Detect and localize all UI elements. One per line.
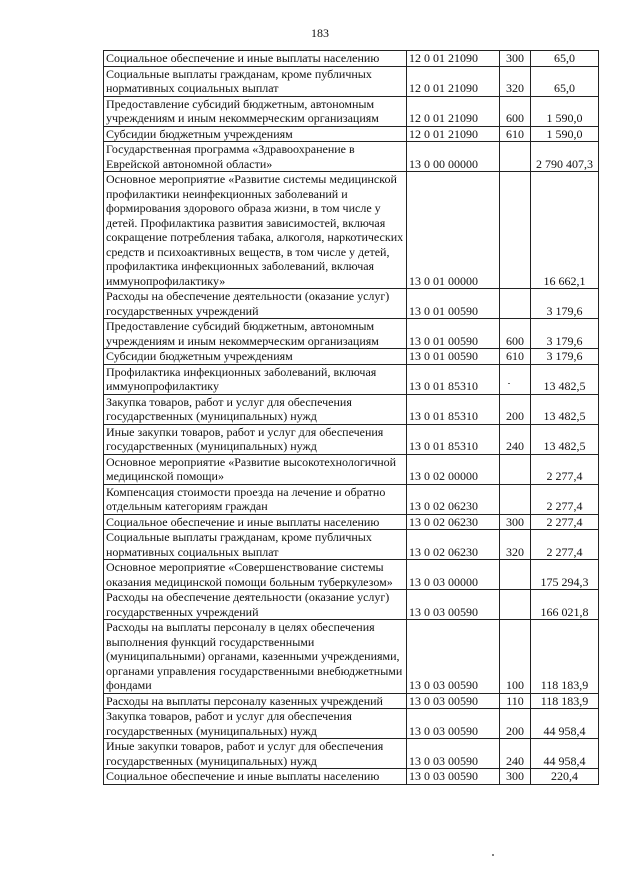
cell-vr: 240	[500, 424, 531, 454]
cell-name: Закупка товаров, работ и услуг для обеспечения государственных (муниципальных) нужд	[104, 394, 407, 424]
cell-amount: 118 183,9	[531, 620, 599, 694]
cell-code: 13 0 01 00000	[407, 172, 500, 289]
cell-vr: 100	[500, 620, 531, 694]
cell-code: 13 0 01 00590	[407, 289, 500, 319]
cell-code: 13 0 01 85310	[407, 364, 500, 394]
cell-amount: 13 482,5	[531, 364, 599, 394]
cell-vr	[500, 560, 531, 590]
cell-name: Субсидии бюджетным учреждениям	[104, 126, 407, 142]
cell-amount: 2 277,4	[531, 484, 599, 514]
cell-code: 13 0 02 06230	[407, 484, 500, 514]
cell-vr: 600	[500, 96, 531, 126]
table-row	[104, 620, 599, 694]
cell-code: 13 0 03 00590	[407, 769, 500, 785]
cell-amount: 16 662,1	[531, 172, 599, 289]
cell-vr	[500, 142, 531, 172]
table-row	[104, 364, 599, 394]
table-row	[104, 514, 599, 530]
cell-code: 13 0 03 00590	[407, 590, 500, 620]
table-row	[104, 51, 599, 67]
table-row	[104, 142, 599, 172]
table-row	[104, 66, 599, 96]
cell-name: Иные закупки товаров, работ и услуг для обеспечения государственных (муниципальных) нужд	[104, 739, 407, 769]
cell-vr: 200	[500, 709, 531, 739]
cell-vr: 600	[500, 319, 531, 349]
cell-amount: 118 183,9	[531, 693, 599, 709]
cell-amount: 3 179,6	[531, 319, 599, 349]
table-row	[104, 424, 599, 454]
cell-code: 13 0 01 00590	[407, 349, 500, 365]
cell-amount: 2 277,4	[531, 454, 599, 484]
table-row	[104, 96, 599, 126]
cell-amount: 3 179,6	[531, 349, 599, 365]
cell-amount: 65,0	[531, 66, 599, 96]
table-row	[104, 590, 599, 620]
table-row	[104, 560, 599, 590]
table-row	[104, 349, 599, 365]
cell-name: Государственная программа «Здравоохранение в Еврейской автономной области»	[104, 142, 407, 172]
cell-code: 12 0 01 21090	[407, 96, 500, 126]
cell-code: 13 0 01 00590	[407, 319, 500, 349]
budget-table	[103, 50, 599, 785]
cell-vr	[500, 172, 531, 289]
cell-name: Социальное обеспечение и иные выплаты населению	[104, 51, 407, 67]
cell-name: Основное мероприятие «Совершенствование системы оказания медицинской помощи больным туберкулезом»	[104, 560, 407, 590]
cell-amount: 166 021,8	[531, 590, 599, 620]
cell-vr	[500, 364, 531, 394]
cell-amount: 175 294,3	[531, 560, 599, 590]
table-row	[104, 126, 599, 142]
cell-name: Социальное обеспечение и иные выплаты населению	[104, 769, 407, 785]
scan-dot	[492, 854, 494, 856]
cell-amount: 220,4	[531, 769, 599, 785]
cell-name: Расходы на выплаты персоналу в целях обеспечения выполнения функций государственными (муниципальными) органами, казенными учреждениями, органами управления государственными внебюджетными фондами	[104, 620, 407, 694]
cell-name: Социальные выплаты гражданам, кроме публичных нормативных социальных выплат	[104, 66, 407, 96]
cell-vr: 320	[500, 66, 531, 96]
cell-name: Профилактика инфекционных заболеваний, включая иммунопрофилактику	[104, 364, 407, 394]
cell-vr: 320	[500, 530, 531, 560]
cell-amount: 13 482,5	[531, 424, 599, 454]
cell-name: Социальные выплаты гражданам, кроме публичных нормативных социальных выплат	[104, 530, 407, 560]
cell-vr: 200	[500, 394, 531, 424]
cell-vr: 610	[500, 349, 531, 365]
cell-code: 13 0 03 00590	[407, 620, 500, 694]
cell-amount: 44 958,4	[531, 709, 599, 739]
table-row	[104, 709, 599, 739]
cell-name: Предоставление субсидий бюджетным, автономным учреждениям и иным некоммерческим организациям	[104, 96, 407, 126]
cell-code: 12 0 01 21090	[407, 66, 500, 96]
table-row	[104, 319, 599, 349]
scan-mark	[508, 383, 510, 384]
cell-code: 13 0 03 00000	[407, 560, 500, 590]
page-number: 183	[311, 26, 329, 40]
budget-table-body	[104, 51, 599, 785]
cell-vr: 300	[500, 51, 531, 67]
cell-name: Субсидии бюджетным учреждениям	[104, 349, 407, 365]
cell-name: Предоставление субсидий бюджетным, автономным учреждениям и иным некоммерческим организациям	[104, 319, 407, 349]
cell-vr	[500, 289, 531, 319]
cell-code: 13 0 01 85310	[407, 424, 500, 454]
cell-vr: 610	[500, 126, 531, 142]
cell-amount: 2 277,4	[531, 514, 599, 530]
table-row	[104, 289, 599, 319]
cell-amount: 65,0	[531, 51, 599, 67]
cell-amount: 13 482,5	[531, 394, 599, 424]
cell-vr: 300	[500, 514, 531, 530]
cell-code: 12 0 01 21090	[407, 126, 500, 142]
cell-amount: 2 790 407,3	[531, 142, 599, 172]
cell-vr: 110	[500, 693, 531, 709]
cell-code: 13 0 01 85310	[407, 394, 500, 424]
cell-code: 13 0 03 00590	[407, 739, 500, 769]
table-row	[104, 394, 599, 424]
cell-name: Основное мероприятие «Развитие системы медицинской профилактики неинфекционных заболеваний и формирования здорового образа жизни, в том числе у детей. Профилактика развития зависимостей, включая сокращение потребления табака, алкоголя, наркотических средств и психоактивных веществ, в том числе у детей, профилактика инфекционных заболеваний, включая иммунопрофилактику»	[104, 172, 407, 289]
cell-name: Расходы на выплаты персоналу казенных учреждений	[104, 693, 407, 709]
cell-name: Расходы на обеспечение деятельности (оказание услуг) государственных учреждений	[104, 289, 407, 319]
cell-code: 13 0 03 00590	[407, 709, 500, 739]
cell-amount: 1 590,0	[531, 126, 599, 142]
cell-code: 13 0 03 00590	[407, 693, 500, 709]
cell-code: 13 0 02 06230	[407, 514, 500, 530]
table-row	[104, 769, 599, 785]
table-row	[104, 693, 599, 709]
cell-name: Расходы на обеспечение деятельности (оказание услуг) государственных учреждений	[104, 590, 407, 620]
cell-amount: 1 590,0	[531, 96, 599, 126]
cell-amount: 3 179,6	[531, 289, 599, 319]
cell-name: Компенсация стоимости проезда на лечение и обратно отдельным категориям граждан	[104, 484, 407, 514]
cell-amount: 2 277,4	[531, 530, 599, 560]
cell-code: 13 0 02 00000	[407, 454, 500, 484]
cell-vr	[500, 454, 531, 484]
cell-amount: 44 958,4	[531, 739, 599, 769]
table-row	[104, 739, 599, 769]
table-row	[104, 530, 599, 560]
cell-code: 13 0 02 06230	[407, 530, 500, 560]
cell-vr: 240	[500, 739, 531, 769]
table-row	[104, 454, 599, 484]
cell-name: Социальное обеспечение и иные выплаты населению	[104, 514, 407, 530]
cell-name: Закупка товаров, работ и услуг для обеспечения государственных (муниципальных) нужд	[104, 709, 407, 739]
cell-name: Основное мероприятие «Развитие высокотехнологичной медицинской помощи»	[104, 454, 407, 484]
cell-code: 13 0 00 00000	[407, 142, 500, 172]
table-row	[104, 484, 599, 514]
cell-vr: 300	[500, 769, 531, 785]
cell-vr	[500, 484, 531, 514]
cell-vr	[500, 590, 531, 620]
cell-name: Иные закупки товаров, работ и услуг для обеспечения государственных (муниципальных) нужд	[104, 424, 407, 454]
cell-code: 12 0 01 21090	[407, 51, 500, 67]
table-row	[104, 172, 599, 289]
